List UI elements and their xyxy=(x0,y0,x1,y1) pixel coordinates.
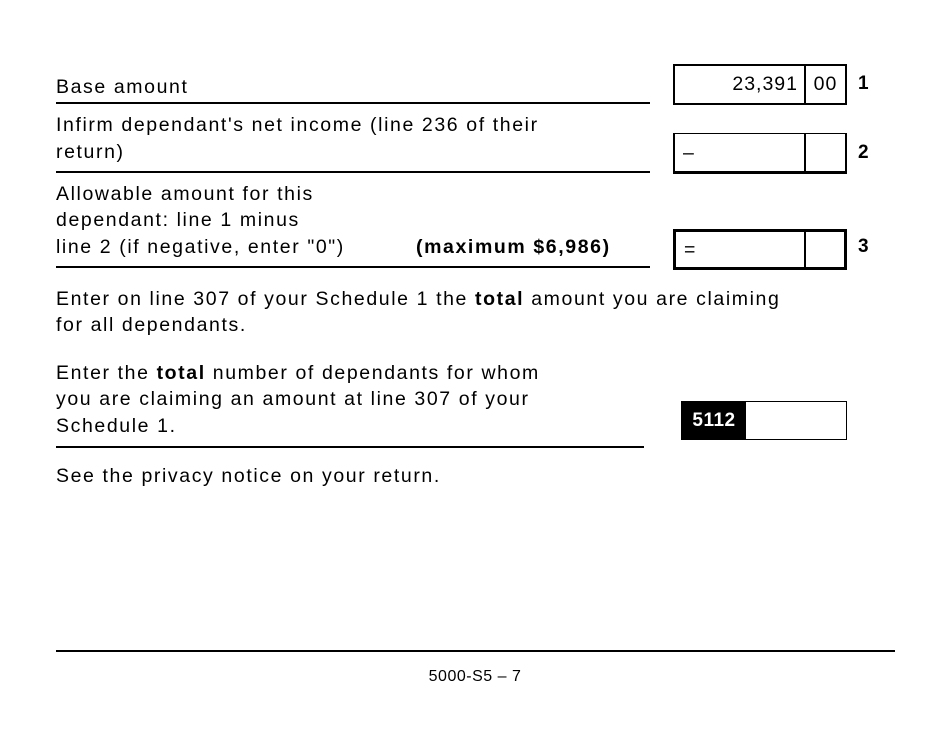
field-code-5112: 5112 xyxy=(681,401,747,440)
privacy-notice: See the privacy notice on your return. xyxy=(56,465,441,487)
net-income-label-line2: return) xyxy=(56,141,125,163)
line-3-amount-field[interactable] xyxy=(673,229,847,270)
line-1-dollars: 23,391 xyxy=(732,73,798,95)
allowable-amount-label-line1: Allowable amount for this xyxy=(56,183,314,205)
minus-sign: – xyxy=(683,142,696,164)
dependants-count-label-line2: you are claiming an amount at line 307 of your xyxy=(56,388,530,410)
dependants-count-label-line3: Schedule 1. xyxy=(56,415,177,437)
dependants-count-input[interactable] xyxy=(746,401,847,440)
line-number-1: 1 xyxy=(858,73,869,94)
allowable-amount-label-line2: dependant: line 1 minus xyxy=(56,209,300,231)
line-2-cents xyxy=(804,134,845,171)
divider xyxy=(56,102,650,104)
divider xyxy=(56,171,650,173)
line-2-amount-field[interactable] xyxy=(673,133,847,174)
line-1-amount-field[interactable] xyxy=(673,64,847,105)
schedule-1-instruction: Enter on line 307 of your Schedule 1 the total amount you are claiming xyxy=(56,288,781,310)
schedule-1-instruction-line2: for all dependants. xyxy=(56,314,247,336)
divider xyxy=(56,266,650,268)
form-page-number: 5000-S5 – 7 xyxy=(428,668,522,685)
line-number-3: 3 xyxy=(858,236,869,257)
footer-rule xyxy=(56,650,895,652)
equals-sign: = xyxy=(684,239,697,261)
line-3-cents xyxy=(804,232,844,267)
maximum-note: (maximum $6,986) xyxy=(416,236,611,258)
net-income-label-line1: Infirm dependant's net income (line 236 of their xyxy=(56,114,539,136)
dependants-count-label-line1: Enter the total number of dependants for whom xyxy=(56,362,540,384)
line-1-cents: 00 xyxy=(804,66,845,103)
base-amount-label: Base amount xyxy=(56,76,189,98)
allowable-amount-label-line3: line 2 (if negative, enter "0") xyxy=(56,236,345,258)
line-number-2: 2 xyxy=(858,142,869,163)
divider xyxy=(56,446,644,448)
